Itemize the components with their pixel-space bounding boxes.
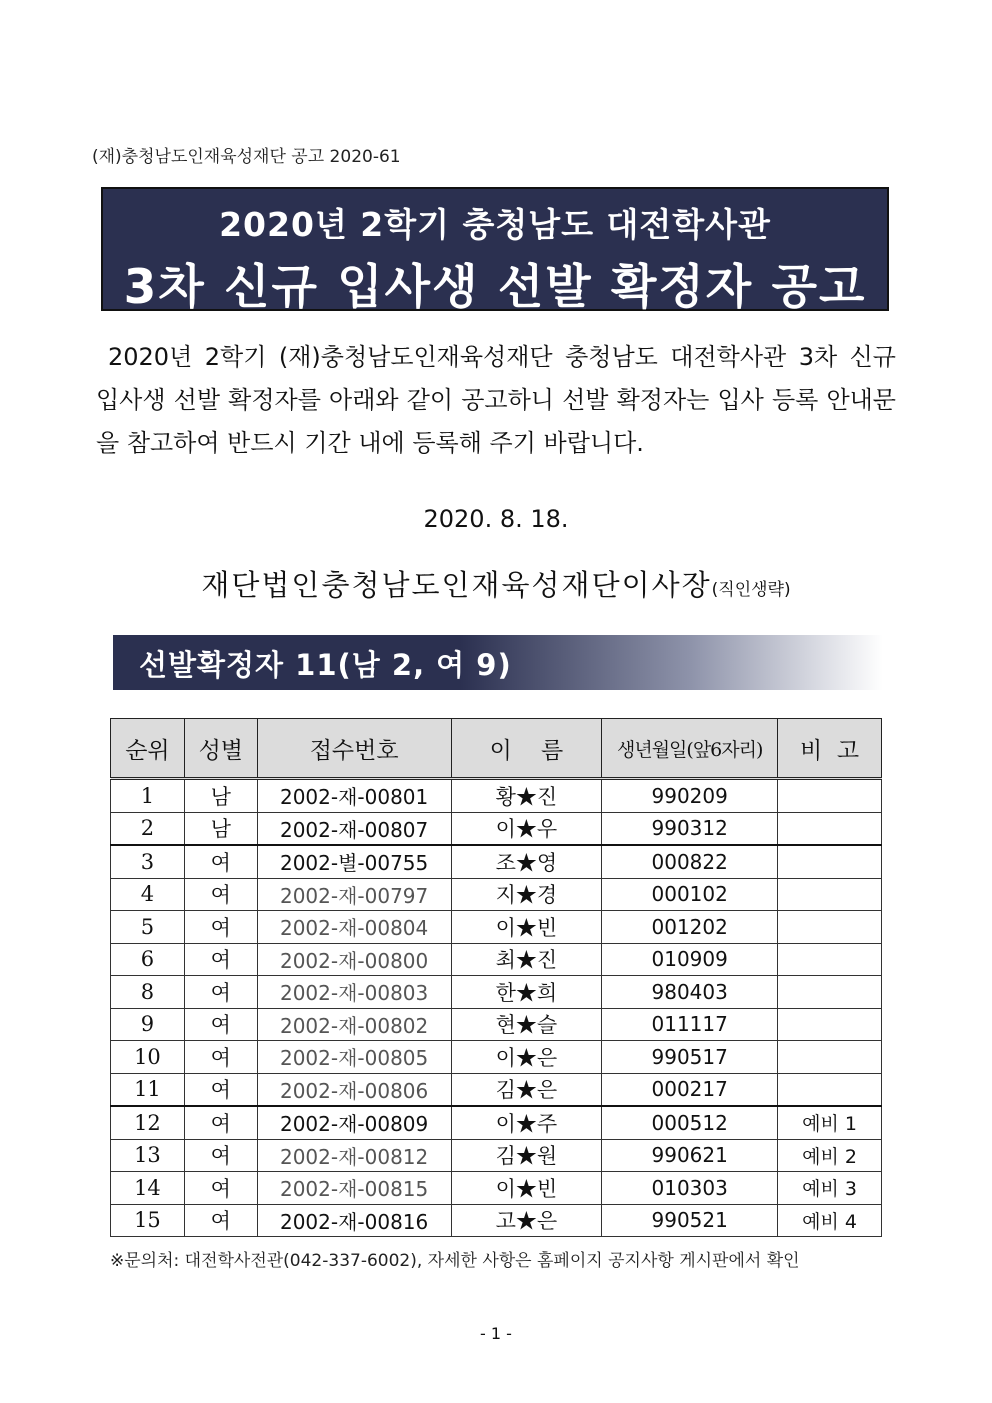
- table-row: [111, 1008, 882, 1041]
- receipt-number-cell: 2002-재-00802: [257, 1008, 451, 1041]
- rank-cell: 5: [111, 911, 185, 944]
- rank-cell: 6: [111, 943, 185, 976]
- remarks-cell: [778, 911, 882, 944]
- header-gender: 성별: [184, 719, 257, 779]
- gender-cell: 여: [184, 1106, 257, 1139]
- name-cell: 이★우: [451, 812, 602, 845]
- name-cell: 지★경: [451, 878, 602, 911]
- title-line-2: 3차 신규 입사생 선발 확정자 공고: [123, 260, 867, 315]
- issuer-seal-note: (직인생략): [711, 580, 791, 600]
- remarks-cell: [778, 943, 882, 976]
- remarks-cell: 예비 2: [778, 1139, 882, 1172]
- page-number: - 1 -: [480, 1324, 512, 1343]
- birthdate-cell: 990517: [602, 1041, 778, 1074]
- table-row: [111, 779, 882, 813]
- rank-cell: 9: [111, 1008, 185, 1041]
- receipt-number-cell: 2002-재-00801: [257, 779, 451, 813]
- title-box: [101, 187, 889, 315]
- table-row: [111, 1041, 882, 1074]
- table-row: [111, 1073, 882, 1106]
- rank-cell: 12: [111, 1106, 185, 1139]
- table-header-row: [111, 719, 882, 779]
- remarks-cell: 예비 4: [778, 1204, 882, 1237]
- remarks-cell: [778, 878, 882, 911]
- rank-cell: 11: [111, 1073, 185, 1106]
- receipt-number-cell: 2002-재-00807: [257, 812, 451, 845]
- receipt-number-cell: 2002-재-00815: [257, 1172, 451, 1205]
- remarks-cell: 예비 1: [778, 1106, 882, 1139]
- issuer: [0, 563, 992, 604]
- gender-cell: 여: [184, 1139, 257, 1172]
- name-cell: 한★희: [451, 976, 602, 1009]
- footnote: ※문의처: 대전학사전관(042-337-6002), 자세한 사항은 홈페이지 공지사항 게시판에서 확인: [110, 1251, 800, 1271]
- gender-cell: 여: [184, 845, 257, 878]
- name-cell: 황★진: [451, 779, 602, 813]
- birthdate-cell: 980403: [602, 976, 778, 1009]
- rank-cell: 3: [111, 845, 185, 878]
- birthdate-cell: 990209: [602, 779, 778, 813]
- name-cell: 조★영: [451, 845, 602, 878]
- gender-cell: 남: [184, 812, 257, 845]
- receipt-number-cell: 2002-재-00805: [257, 1041, 451, 1074]
- gender-cell: 여: [184, 976, 257, 1009]
- receipt-number-cell: 2002-재-00803: [257, 976, 451, 1009]
- table-row: [111, 1106, 882, 1139]
- notice-number: (재)충청남도인재육성재단 공고 2020-61: [92, 147, 401, 167]
- remarks-cell: 예비 3: [778, 1172, 882, 1205]
- birthdate-cell: 001202: [602, 911, 778, 944]
- receipt-number-cell: 2002-재-00809: [257, 1106, 451, 1139]
- remarks-cell: [778, 812, 882, 845]
- name-cell: 고★은: [451, 1204, 602, 1237]
- header-birthdate: 생년월일(앞6자리): [602, 719, 778, 779]
- receipt-number-cell: 2002-재-00797: [257, 878, 451, 911]
- rank-cell: 4: [111, 878, 185, 911]
- header-receipt-number: 접수번호: [257, 719, 451, 779]
- remarks-cell: [778, 976, 882, 1009]
- name-cell: 김★은: [451, 1073, 602, 1106]
- name-cell: 현★슬: [451, 1008, 602, 1041]
- table-row: [111, 943, 882, 976]
- gender-cell: 여: [184, 1008, 257, 1041]
- birthdate-cell: 000102: [602, 878, 778, 911]
- receipt-number-cell: 2002-재-00816: [257, 1204, 451, 1237]
- issuer-name: 재단법인충청남도인재육성재단이사장: [201, 568, 712, 602]
- rank-cell: 10: [111, 1041, 185, 1074]
- gender-cell: 여: [184, 943, 257, 976]
- header-rank: 순위: [111, 719, 185, 779]
- receipt-number-cell: 2002-재-00812: [257, 1139, 451, 1172]
- header-name: 이 름: [451, 719, 602, 779]
- receipt-number-cell: 2002-재-00800: [257, 943, 451, 976]
- remarks-cell: [778, 1073, 882, 1106]
- section-header-bar: [113, 635, 883, 690]
- body-paragraph: 2020년 2학기 (재)충청남도인재육성재단 충청남도 대전학사관 3차 신규 입사생 선발 확정자를 아래와 같이 공고하니 선발 확정자는 입사 등록 안내문을 참고하여 반드시 기간 내에 등록해 주기 바랍니다.: [96, 343, 896, 457]
- title-line-1: 2020년 2학기 충청남도 대전학사관: [219, 205, 771, 244]
- birthdate-cell: 000822: [602, 845, 778, 878]
- gender-cell: 여: [184, 1041, 257, 1074]
- remarks-cell: [778, 845, 882, 878]
- gender-cell: 남: [184, 779, 257, 813]
- rank-cell: 15: [111, 1204, 185, 1237]
- remarks-cell: [778, 779, 882, 813]
- table-row: [111, 1172, 882, 1205]
- gender-cell: 여: [184, 1073, 257, 1106]
- remarks-cell: [778, 1041, 882, 1074]
- name-cell: 김★원: [451, 1139, 602, 1172]
- rank-cell: 8: [111, 976, 185, 1009]
- name-cell: 이★빈: [451, 1172, 602, 1205]
- gender-cell: 여: [184, 911, 257, 944]
- table-row: [111, 878, 882, 911]
- birthdate-cell: 010303: [602, 1172, 778, 1205]
- gender-cell: 여: [184, 1172, 257, 1205]
- birthdate-cell: 990621: [602, 1139, 778, 1172]
- birthdate-cell: 011117: [602, 1008, 778, 1041]
- table-row: [111, 1204, 882, 1237]
- gender-cell: 여: [184, 1204, 257, 1237]
- remarks-cell: [778, 1008, 882, 1041]
- rank-cell: 13: [111, 1139, 185, 1172]
- table-row: [111, 976, 882, 1009]
- rank-cell: 2: [111, 812, 185, 845]
- notice-date: 2020. 8. 18.: [423, 505, 569, 533]
- birthdate-cell: 000217: [602, 1073, 778, 1106]
- selection-table: [110, 718, 882, 1237]
- gender-cell: 여: [184, 878, 257, 911]
- receipt-number-cell: 2002-별-00755: [257, 845, 451, 878]
- table-row: [111, 911, 882, 944]
- name-cell: 이★주: [451, 1106, 602, 1139]
- birthdate-cell: 000512: [602, 1106, 778, 1139]
- section-title: 선발확정자 11(남 2, 여 9): [139, 648, 512, 682]
- receipt-number-cell: 2002-재-00804: [257, 911, 451, 944]
- birthdate-cell: 990521: [602, 1204, 778, 1237]
- table-row: [111, 812, 882, 845]
- header-remarks: 비 고: [778, 719, 882, 779]
- name-cell: 이★은: [451, 1041, 602, 1074]
- table-row: [111, 1139, 882, 1172]
- table-row: [111, 845, 882, 878]
- name-cell: 최★진: [451, 943, 602, 976]
- birthdate-cell: 990312: [602, 812, 778, 845]
- birthdate-cell: 010909: [602, 943, 778, 976]
- rank-cell: 14: [111, 1172, 185, 1205]
- rank-cell: 1: [111, 779, 185, 813]
- receipt-number-cell: 2002-재-00806: [257, 1073, 451, 1106]
- name-cell: 이★빈: [451, 911, 602, 944]
